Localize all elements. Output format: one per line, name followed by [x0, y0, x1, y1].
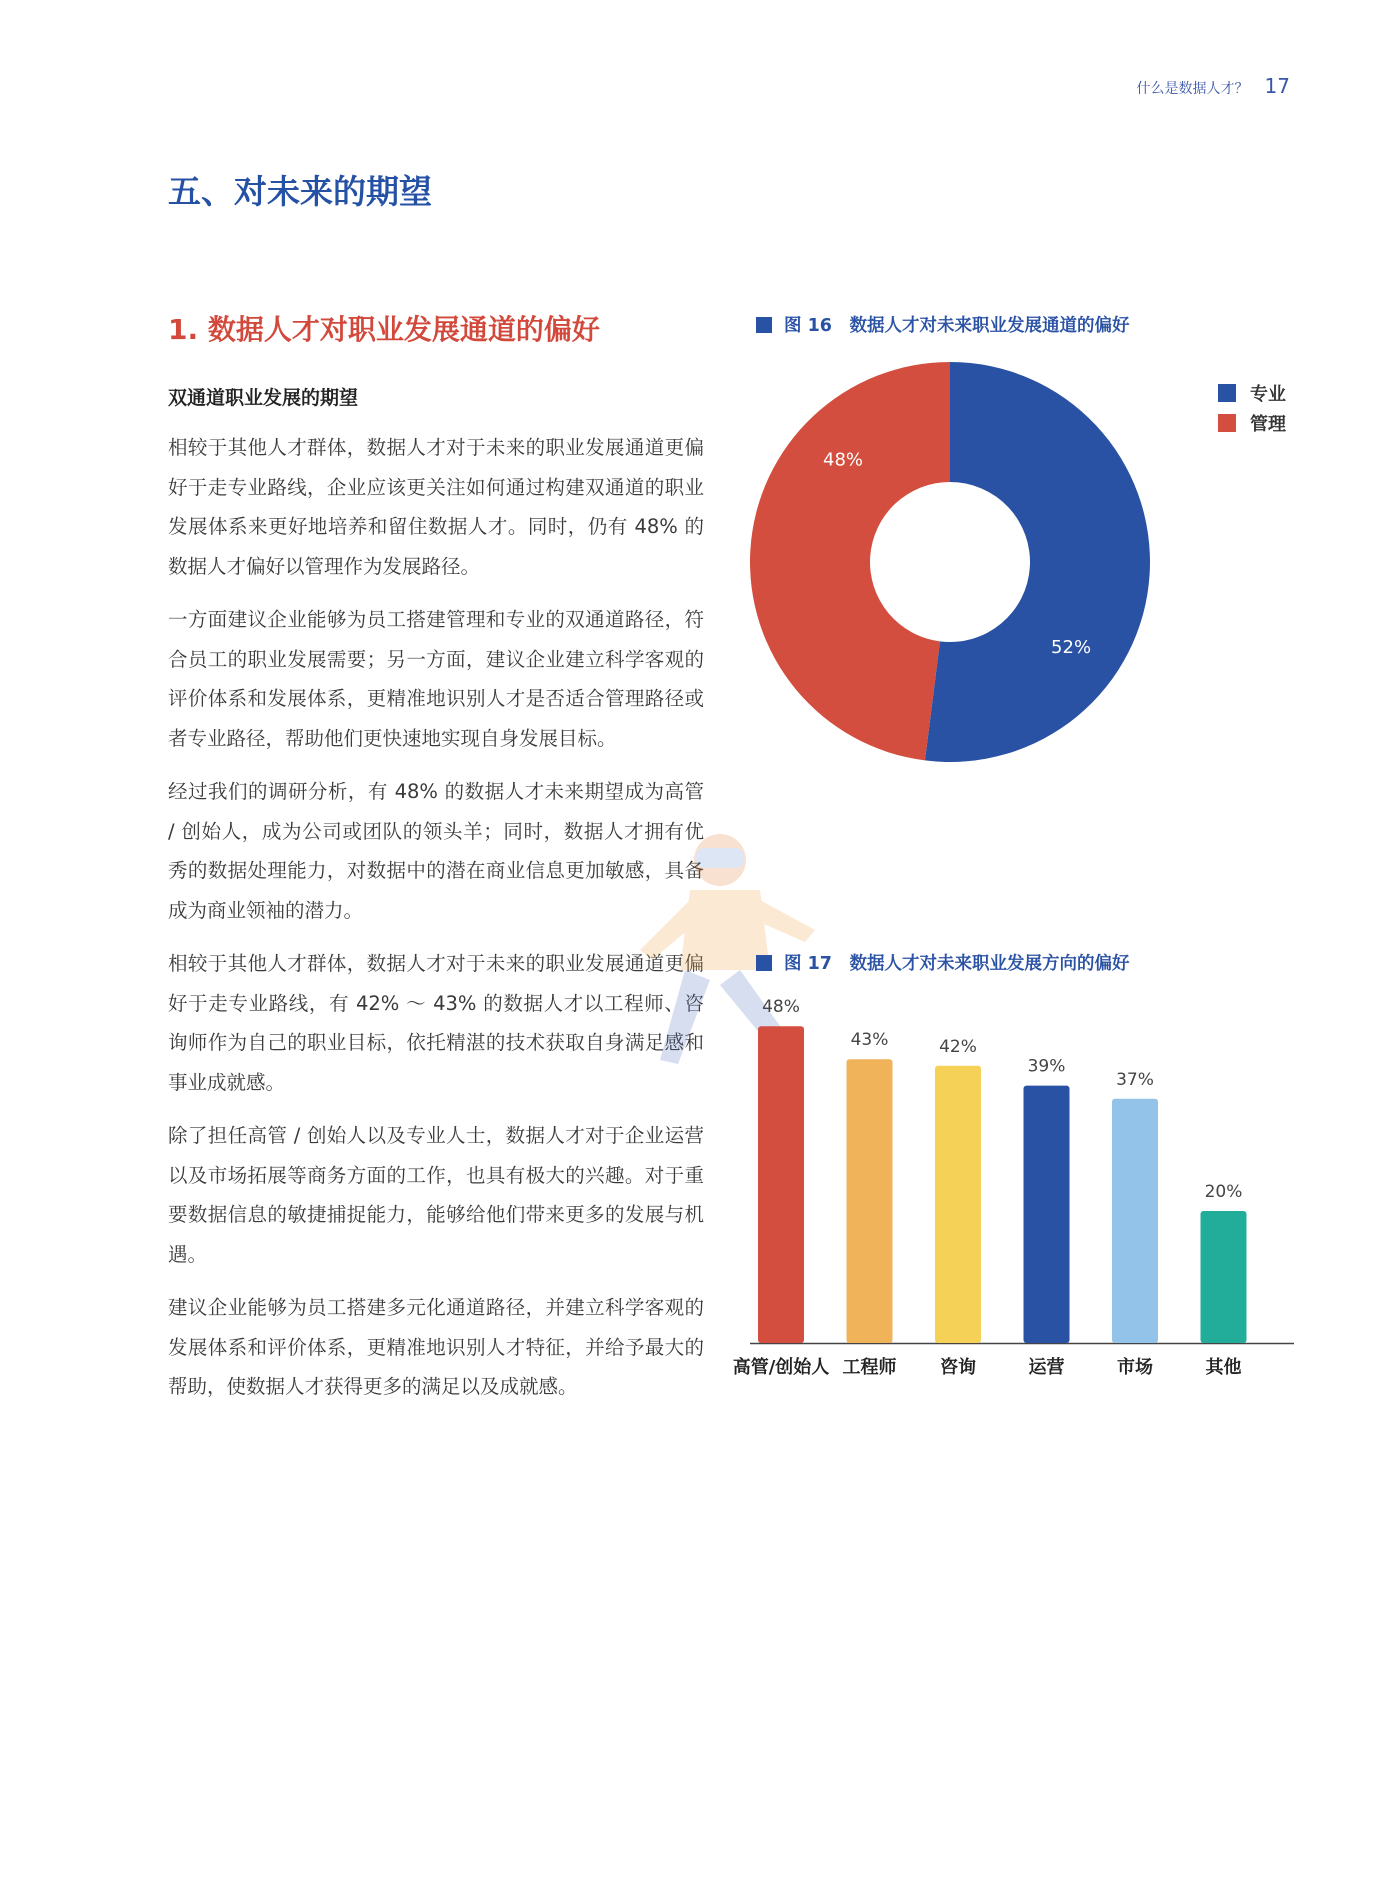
legend-swatch-0 — [1218, 384, 1236, 402]
category-label-4: 市场 — [1117, 1357, 1153, 1378]
legend-item-management — [1218, 408, 1286, 438]
legend-swatch-1 — [1218, 414, 1236, 432]
paragraph: 相较于其他人才群体，数据人才对于未来的职业发展通道更偏好于走专业路线，有 42% ～ 43% 的数据人才以工程师、咨询师作为自己的职业目标，依托精湛的技术获取自身满足感和事业成就感。 — [168, 952, 704, 1094]
legend-label-0: 专业 — [1250, 384, 1286, 405]
bar-data-label-3: 39% — [1027, 1056, 1066, 1077]
category-label-3: 运营 — [1028, 1357, 1065, 1378]
bar-data-label-4: 37% — [1116, 1069, 1154, 1090]
bar-4 — [1112, 1099, 1158, 1343]
paragraph: 相较于其他人才群体，数据人才对于未来的职业发展通道更偏好于走专业路线，企业应该更关注如何通过构建双通道的职业发展体系来更好地培养和留住数据人才。同时，仍有 48% 的数据人才偏好以管理作为发展路径。 — [168, 436, 704, 578]
page-header — [1137, 74, 1290, 98]
paragraph: 建议企业能够为员工搭建多元化通道路径，并建立科学客观的发展体系和评价体系，更精准地识别人才特征，并给予最大的帮助，使数据人才获得更多的满足以及成就感。 — [168, 1296, 704, 1398]
figure-16-caption-text: 图 16 数据人才对未来职业发展通道的偏好 — [784, 316, 1130, 336]
bar-data-label-0: 48% — [762, 997, 800, 1018]
paragraph: 一方面建议企业能够为员工搭建管理和专业的双通道路径，符合员工的职业发展需要；另一方面，建议企业建立科学客观的评价体系和发展体系，更精准地识别人才是否适合管理路径或者专业路径，帮助他们更快速地实现自身发展目标。 — [168, 608, 704, 750]
caption-marker-icon — [756, 317, 772, 333]
bar-0 — [758, 1026, 804, 1343]
bar-5 — [1201, 1211, 1247, 1343]
section-title: 五、对未来的期望 — [168, 172, 432, 211]
bar-3 — [1024, 1086, 1070, 1343]
subsection-title: 1. 数据人才对职业发展通道的偏好 — [168, 313, 600, 346]
bar-data-label-5: 20% — [1204, 1182, 1243, 1202]
donut-data-label-1: 48% — [823, 449, 864, 471]
caption-marker-icon — [756, 955, 772, 971]
figure-17-caption — [756, 950, 1129, 975]
bar-1 — [847, 1059, 893, 1343]
category-label-5: 其他 — [1205, 1357, 1242, 1378]
donut-data-label-0: 52% — [1051, 637, 1092, 659]
legend-item-professional — [1218, 378, 1286, 408]
figure-17-caption-text: 图 17 数据人才对未来职业发展方向的偏好 — [784, 954, 1130, 974]
bar-2 — [935, 1066, 981, 1343]
legend-label-1: 管理 — [1250, 414, 1286, 435]
bar-data-label-1: 43% — [850, 1030, 889, 1051]
paragraph: 除了担任高管 / 创始人以及专业人士，数据人才对于企业运营以及市场拓展等商务方面的工作，也具有极大的兴趣。对于重要数据信息的敏捷捕捉能力，能够给他们带来更多的发展与机遇。 — [168, 1124, 704, 1266]
page-number: 17 — [1264, 74, 1290, 98]
running-title: 什么是数据人才？ — [1136, 81, 1249, 97]
donut-slice-1 — [750, 362, 950, 760]
subheading: 双通道职业发展的期望 — [168, 387, 359, 409]
donut-legend — [1218, 378, 1286, 438]
bar-chart — [732, 985, 1298, 1385]
category-label-1: 工程师 — [842, 1357, 897, 1378]
paragraph: 经过我们的调研分析，有 48% 的数据人才未来期望成为高管 / 创始人，成为公司或团队的领头羊；同时，数据人才拥有优秀的数据处理能力，对数据中的潜在商业信息更加敏感，具备成为商业领袖的潜力。 — [168, 780, 704, 922]
figure-16-caption — [756, 312, 1129, 337]
donut-chart — [750, 360, 1150, 765]
bar-data-label-2: 42% — [939, 1036, 977, 1057]
category-label-0: 高管/创始人 — [732, 1357, 830, 1378]
donut-slice-0 — [925, 362, 1150, 762]
category-label-2: 咨询 — [940, 1357, 976, 1378]
